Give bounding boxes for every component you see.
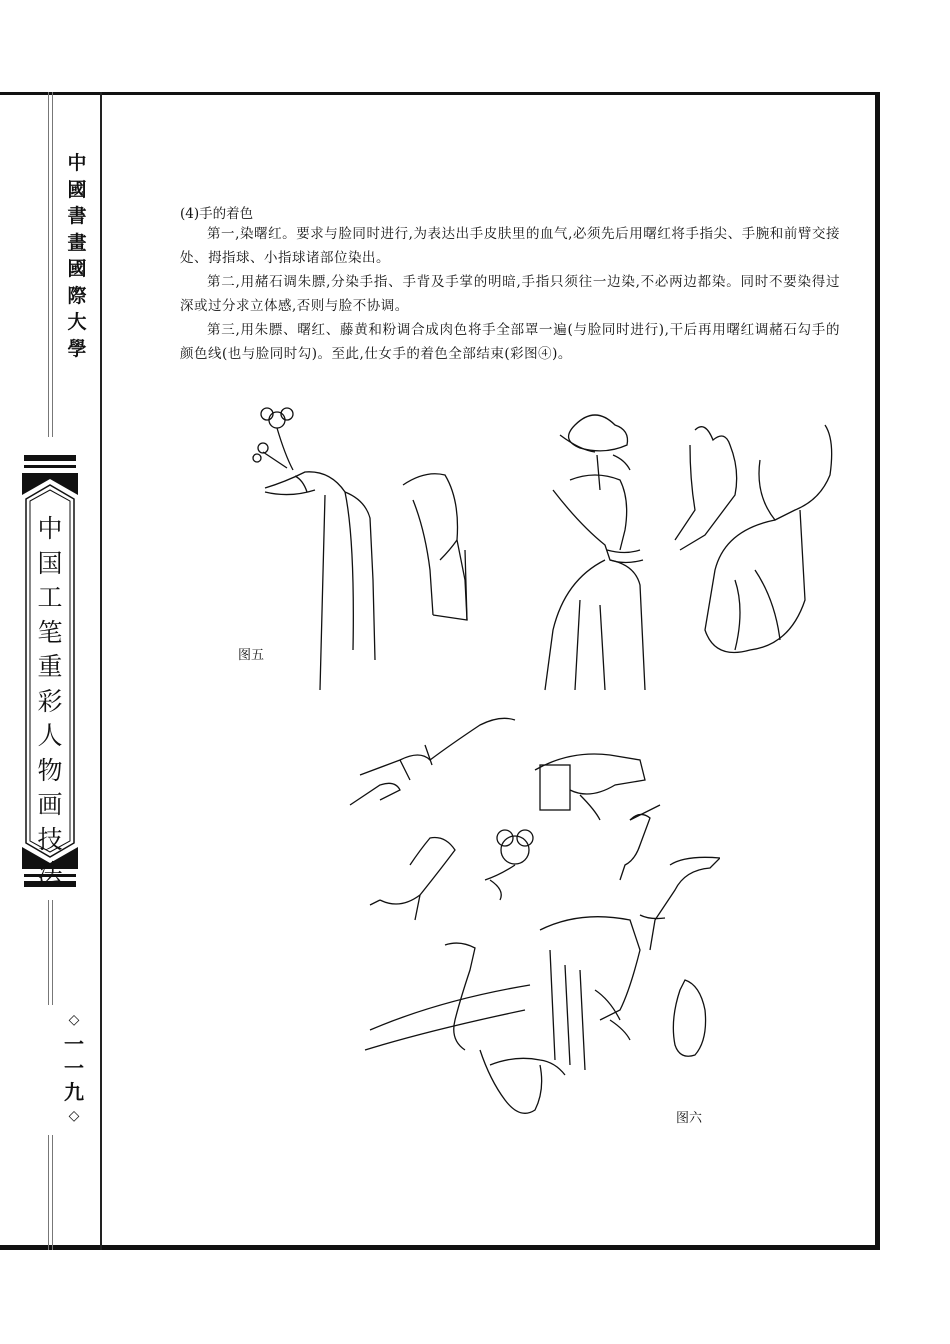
brand-char: 中 xyxy=(67,152,87,174)
section-heading: (4)手的着色 xyxy=(180,206,254,222)
brand-char: 書 xyxy=(67,205,87,227)
title-char: 技 xyxy=(37,824,63,854)
hand-holding-rose-drawing xyxy=(370,830,533,920)
brand-char: 畫 xyxy=(67,231,87,254)
hand-holding-brush-drawing xyxy=(350,718,515,805)
hands-pair-drawing xyxy=(675,425,832,653)
school-name-vertical xyxy=(62,150,92,362)
brand-char: 大 xyxy=(67,311,87,333)
hand-extended-drawing xyxy=(640,857,720,950)
sidebar-rule-left xyxy=(48,92,49,437)
page-frame-left-rule xyxy=(100,92,102,1250)
brand-char: 際 xyxy=(67,284,87,307)
title-char: 工 xyxy=(37,583,63,612)
paragraph-1: 第一,染曙红。要求与脸同时进行,为表达出手皮肤里的血气,必须先后用曙红将手指尖、手腕和前臂交接处、拇指球、小指球诸部位染出。 xyxy=(180,226,840,266)
hands-bottom-cluster-drawing xyxy=(365,917,706,1114)
sidebar-rule-right-lower xyxy=(52,900,53,1005)
title-char: 重 xyxy=(37,652,63,681)
page-number-char: 一 xyxy=(64,1032,84,1056)
book-title-vertical xyxy=(30,512,70,892)
sidebar-rule-right xyxy=(52,92,53,437)
page-number xyxy=(62,1008,86,1128)
title-char: 国 xyxy=(37,548,63,578)
page-number-char: 九 xyxy=(64,1080,84,1104)
brand-char: 國 xyxy=(67,258,87,280)
sidebar-rule-bottom-2 xyxy=(52,1135,53,1250)
title-char: 中 xyxy=(37,514,63,543)
title-char: 物 xyxy=(37,755,63,785)
figure-holding-lotus-drawing xyxy=(545,415,645,690)
hand-with-blossom-drawing xyxy=(253,408,375,690)
diamond-icon: ◇ xyxy=(68,1108,80,1124)
figure-5-illustration xyxy=(235,400,855,695)
brand-char: 學 xyxy=(67,337,87,360)
title-char: 人 xyxy=(37,721,63,750)
title-char: 笔 xyxy=(37,617,63,647)
hand-on-instrument-drawing xyxy=(535,754,645,820)
figure-6-caption: 图六 xyxy=(676,1111,703,1126)
brand-char: 國 xyxy=(67,178,87,201)
title-char: 画 xyxy=(37,790,63,819)
figure-5-caption: 图五 xyxy=(238,648,265,663)
hand-holding-brush-upright-drawing xyxy=(620,805,660,880)
sidebar-rule-left-lower xyxy=(48,900,49,1005)
title-char: 法 xyxy=(37,859,63,888)
figure-6-illustration xyxy=(340,690,720,1145)
hand-raised-drawing xyxy=(403,474,467,620)
paragraph-3: 第三,用朱膘、曙红、藤黄和粉调合成肉色将手全部罩一遍(与脸同时进行),干后再用曙红调赭石勾手的颜色线(也与脸同时勾)。至此,仕女手的着色全部结束(彩图④)。 xyxy=(180,322,840,362)
page-number-char: 一 xyxy=(64,1056,84,1080)
sidebar-rule-bottom xyxy=(48,1135,49,1250)
diamond-icon: ◇ xyxy=(68,1012,80,1028)
title-char: 彩 xyxy=(37,686,63,716)
paragraph-2: 第二,用赭石调朱膘,分染手指、手背及手掌的明暗,手指只须往一边染,不必两边都染。同时不要染得过深或过分求立体感,否则与脸不协调。 xyxy=(180,274,840,314)
